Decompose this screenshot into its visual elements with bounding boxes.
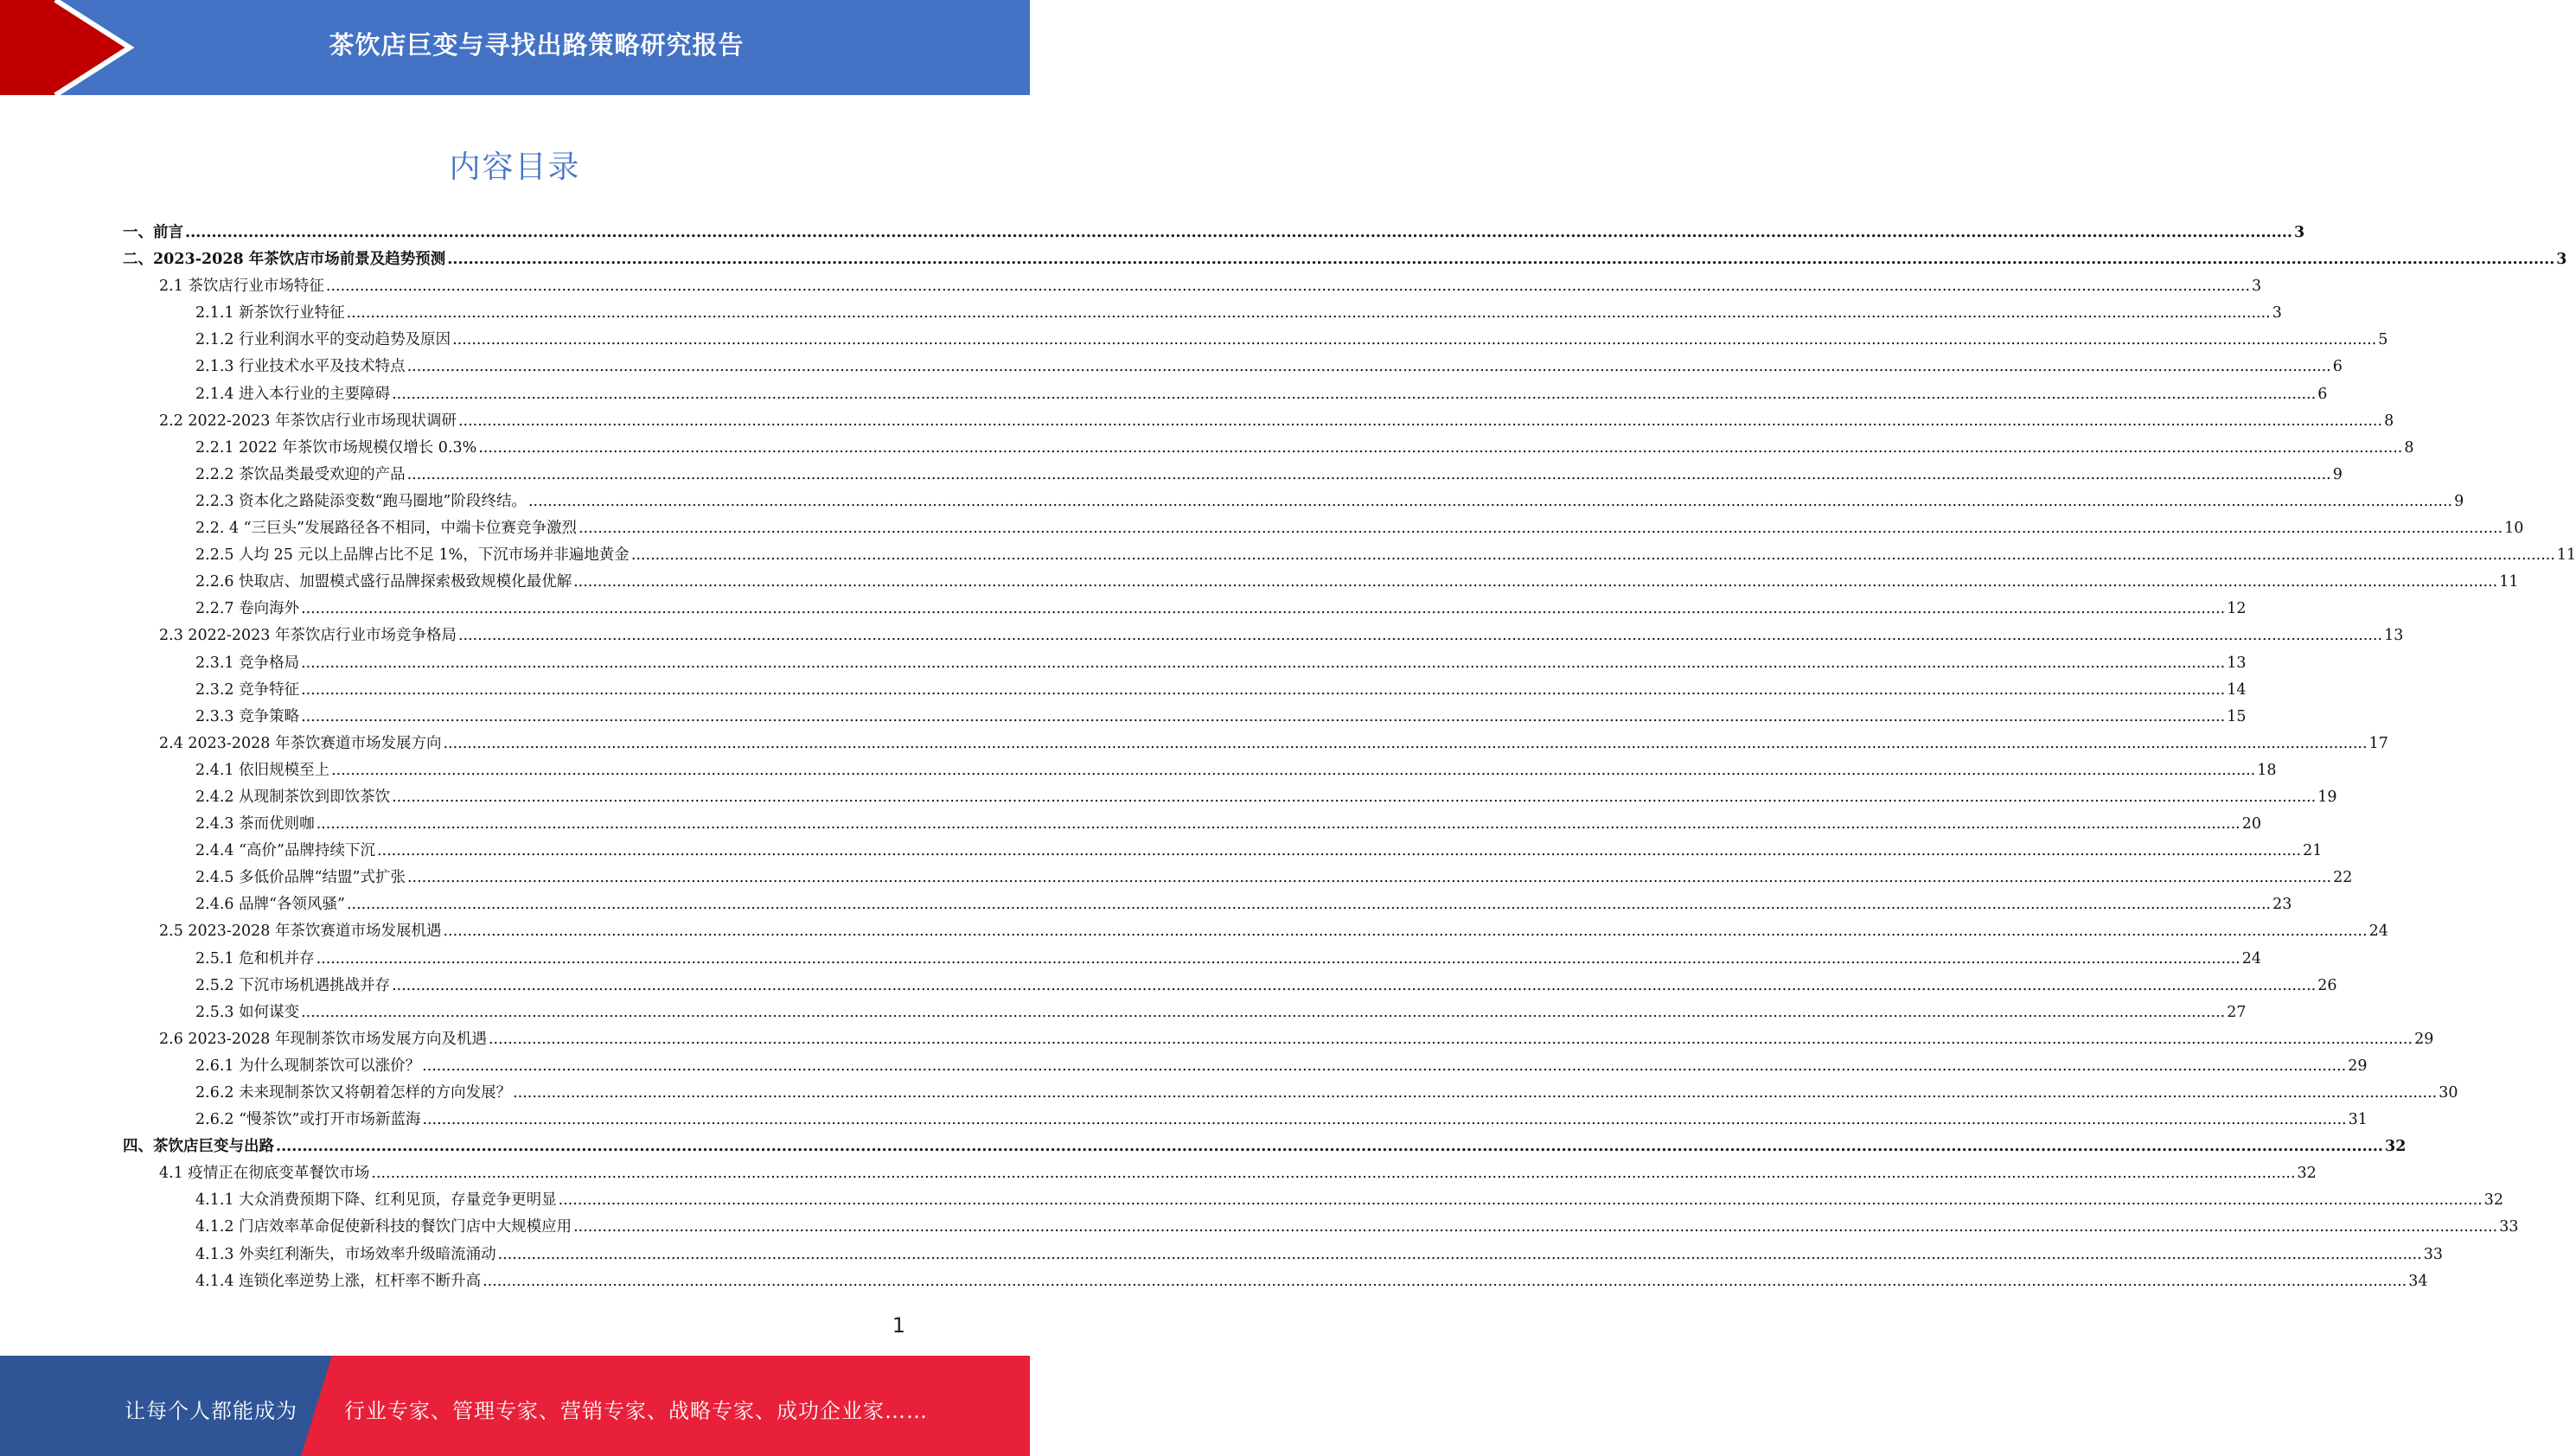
toc-entry-page: 26 bbox=[2317, 976, 2337, 994]
page-header bbox=[0, 0, 1030, 95]
toc-entry-label: 4.1 疫情正在彻底变革餐饮市场 bbox=[159, 1165, 370, 1183]
toc-entry-page: 18 bbox=[2257, 761, 2277, 779]
toc-leader-dots: ................................................................................................................................................................................................................................................................................................................................................................................................................ bbox=[346, 896, 2272, 914]
toc-entry[interactable] bbox=[123, 918, 2388, 945]
toc-entry-label: 2.5.2 下沉市场机遇挑战并存 bbox=[195, 976, 391, 994]
toc-entry-page: 29 bbox=[2348, 1057, 2368, 1075]
toc-entry[interactable] bbox=[123, 273, 2262, 300]
toc-entry-page: 31 bbox=[2348, 1111, 2368, 1129]
toc-entry-label: 2.4.1 依旧规模至上 bbox=[195, 761, 330, 779]
toc-leader-dots: ................................................................................................................................................................................................................................................................................................................................................................................................................ bbox=[392, 385, 2317, 403]
toc-entry-label: 2.2.7 卷向海外 bbox=[195, 600, 300, 618]
toc-entry-page: 3 bbox=[2252, 278, 2262, 296]
toc-entry-label: 2.1.1 新茶饮行业特征 bbox=[195, 304, 345, 322]
toc-entry-label: 2.1 茶饮店行业市场特征 bbox=[159, 278, 324, 296]
footer-roles: 行业专家、管理专家、营销专家、战略专家、成功企业家…… bbox=[344, 1399, 928, 1423]
toc-entry-label: 2.3 2022-2023 年茶饮店行业市场竞争格局 bbox=[159, 627, 457, 645]
toc-entry-page: 23 bbox=[2272, 896, 2292, 914]
toc-entry-label: 2.1.2 行业利润水平的变动趋势及原因 bbox=[195, 331, 451, 349]
toc-entry[interactable] bbox=[123, 891, 2292, 918]
toc-leader-dots: ................................................................................................................................................................................................................................................................................................................................................................................................................ bbox=[443, 734, 2368, 752]
toc-entry-label: 2.3.2 竞争特征 bbox=[195, 680, 300, 699]
toc-entry-label: 4.1.3 外卖红利渐失，市场效率升级暗流涌动 bbox=[195, 1245, 496, 1263]
toc-entry-page: 14 bbox=[2227, 680, 2247, 699]
toc-entry-label: 2.4 2023-2028 年茶饮赛道市场发展方向 bbox=[159, 734, 442, 752]
footer-slogan: 让每个人都能成为 bbox=[125, 1399, 297, 1423]
toc-entry-label: 2.6.2 “慢茶饮”或打开市场新蓝海 bbox=[195, 1111, 421, 1129]
toc-entry-page: 30 bbox=[2439, 1084, 2458, 1102]
toc-entry-page: 27 bbox=[2227, 1003, 2247, 1021]
toc-leader-dots: ................................................................................................................................................................................................................................................................................................................................................................................................................ bbox=[630, 546, 2555, 565]
toc-entry[interactable] bbox=[123, 784, 2337, 811]
toc-entry[interactable] bbox=[123, 327, 2388, 354]
toc-entry-label: 一、前言 bbox=[123, 224, 183, 241]
toc-entry-label: 2.5.1 危和机并存 bbox=[195, 949, 315, 967]
toc-entry-page: 32 bbox=[2297, 1165, 2317, 1183]
toc-entry[interactable] bbox=[123, 1268, 2428, 1295]
toc-entry[interactable] bbox=[123, 1214, 2519, 1241]
toc-entry[interactable] bbox=[123, 865, 2353, 891]
toc-entry-page: 24 bbox=[2368, 923, 2388, 941]
toc-entry[interactable] bbox=[123, 811, 2261, 838]
table-of-contents bbox=[123, 220, 2576, 1295]
toc-leader-dots: ................................................................................................................................................................................................................................................................................................................................................................................................................ bbox=[422, 1057, 2347, 1075]
toc-entry-page: 21 bbox=[2303, 842, 2323, 860]
toc-entry[interactable] bbox=[123, 435, 2414, 462]
toc-leader-dots: ................................................................................................................................................................................................................................................................................................................................................................................................................ bbox=[573, 1218, 2498, 1236]
toc-entry-label: 2.6 2023-2028 年现制茶饮市场发展方向及机遇 bbox=[159, 1030, 487, 1048]
toc-entry-page: 33 bbox=[2423, 1245, 2443, 1263]
toc-leader-dots: ................................................................................................................................................................................................................................................................................................................................................................................................................ bbox=[447, 251, 2555, 269]
toc-leader-dots: ................................................................................................................................................................................................................................................................................................................................................................................................................ bbox=[301, 600, 2226, 618]
toc-entry[interactable] bbox=[123, 1080, 2458, 1107]
toc-entry-page: 11 bbox=[2556, 546, 2576, 565]
toc-entry-page: 3 bbox=[2556, 251, 2567, 269]
toc-entry-label: 2.4.4 “高价”品牌持续下沉 bbox=[195, 842, 375, 860]
toc-entry-page: 8 bbox=[2404, 438, 2414, 457]
toc-entry-label: 2.1.4 进入本行业的主要障碍 bbox=[195, 385, 391, 403]
toc-leader-dots: ................................................................................................................................................................................................................................................................................................................................................................................................................ bbox=[301, 654, 2226, 672]
toc-leader-dots: ................................................................................................................................................................................................................................................................................................................................................................................................................ bbox=[185, 224, 2293, 241]
toc-entry[interactable] bbox=[123, 731, 2388, 757]
toc-entry[interactable] bbox=[123, 973, 2337, 999]
toc-leader-dots: ................................................................................................................................................................................................................................................................................................................................................................................................................ bbox=[376, 842, 2302, 860]
toc-entry[interactable] bbox=[123, 677, 2247, 704]
toc-entry-page: 9 bbox=[2332, 465, 2343, 483]
toc-leader-dots: ................................................................................................................................................................................................................................................................................................................................................................................................................ bbox=[406, 465, 2331, 483]
toc-entry-page: 15 bbox=[2227, 707, 2247, 725]
toc-heading: 内容目录 bbox=[449, 150, 581, 185]
toc-entry[interactable] bbox=[123, 246, 2567, 273]
toc-entry[interactable] bbox=[123, 650, 2247, 677]
toc-entry-label: 4.1.2 门店效率革命促使新科技的餐饮门店中大规模应用 bbox=[195, 1218, 572, 1236]
header-arrow-shape bbox=[0, 0, 138, 95]
toc-entry-label: 2.2.2 茶饮品类最受欢迎的产品 bbox=[195, 465, 406, 483]
toc-entry[interactable] bbox=[123, 1053, 2368, 1080]
toc-entry-page: 13 bbox=[2384, 627, 2404, 645]
toc-entry[interactable] bbox=[123, 757, 2277, 784]
toc-entry[interactable] bbox=[123, 354, 2343, 380]
toc-leader-dots: ................................................................................................................................................................................................................................................................................................................................................................................................................ bbox=[325, 278, 2251, 296]
toc-entry[interactable] bbox=[123, 838, 2323, 865]
toc-leader-dots: ................................................................................................................................................................................................................................................................................................................................................................................................................ bbox=[457, 627, 2383, 645]
toc-entry-page: 29 bbox=[2414, 1030, 2434, 1048]
page-number: 1 bbox=[892, 1313, 905, 1338]
toc-entry[interactable] bbox=[123, 300, 2282, 327]
toc-leader-dots: ................................................................................................................................................................................................................................................................................................................................................................................................................ bbox=[346, 304, 2271, 322]
toc-entry-label: 2.2.3 资本化之路陡添变数“跑马圈地”阶段终结。 bbox=[195, 492, 527, 510]
toc-entry-label: 二、2023-2028 年茶饮店市场前景及趋势预测 bbox=[123, 251, 446, 269]
toc-entry[interactable] bbox=[123, 462, 2343, 489]
toc-leader-dots: ................................................................................................................................................................................................................................................................................................................................................................................................................ bbox=[578, 520, 2503, 538]
toc-entry-label: 4.1.1 大众消费预期下降、红利见顶，存量竞争更明显 bbox=[195, 1191, 557, 1210]
toc-leader-dots: ................................................................................................................................................................................................................................................................................................................................................................................................................ bbox=[483, 1272, 2407, 1290]
toc-leader-dots: ................................................................................................................................................................................................................................................................................................................................................................................................................ bbox=[422, 1111, 2347, 1129]
toc-leader-dots: ................................................................................................................................................................................................................................................................................................................................................................................................................ bbox=[573, 573, 2498, 591]
toc-entry-page: 8 bbox=[2384, 412, 2394, 430]
page-footer bbox=[0, 1356, 1030, 1456]
toc-entry[interactable] bbox=[123, 542, 2576, 569]
toc-entry-label: 2.2.1 2022 年茶饮市场规模仅增长 0.3% bbox=[195, 438, 477, 457]
toc-entry-page: 10 bbox=[2504, 520, 2524, 538]
toc-entry-page: 12 bbox=[2227, 600, 2247, 618]
toc-leader-dots: ................................................................................................................................................................................................................................................................................................................................................................................................................ bbox=[276, 1138, 2384, 1156]
toc-entry-page: 32 bbox=[2483, 1191, 2503, 1210]
toc-entry[interactable] bbox=[123, 381, 2328, 408]
toc-entry-label: 2.2.6 快取店、加盟模式盛行品牌探索极致规模化最优解 bbox=[195, 573, 572, 591]
toc-leader-dots: ................................................................................................................................................................................................................................................................................................................................................................................................................ bbox=[452, 331, 2377, 349]
toc-leader-dots: ................................................................................................................................................................................................................................................................................................................................................................................................................ bbox=[316, 949, 2240, 967]
toc-entry-label: 2.6.2 未来现制茶饮又将朝着怎样的方向发展？ bbox=[195, 1084, 512, 1102]
toc-entry-label: 2.5 2023-2028 年茶饮赛道市场发展机遇 bbox=[159, 923, 442, 941]
toc-entry-page: 13 bbox=[2227, 654, 2247, 672]
toc-leader-dots: ................................................................................................................................................................................................................................................................................................................................................................................................................ bbox=[488, 1030, 2413, 1048]
toc-leader-dots: ................................................................................................................................................................................................................................................................................................................................................................................................................ bbox=[406, 869, 2332, 887]
toc-leader-dots: ................................................................................................................................................................................................................................................................................................................................................................................................................ bbox=[301, 680, 2226, 699]
toc-entry[interactable] bbox=[123, 515, 2524, 542]
toc-entry-label: 2.6.1 为什么现制茶饮可以涨价？ bbox=[195, 1057, 421, 1075]
toc-entry[interactable] bbox=[123, 623, 2404, 649]
toc-entry[interactable] bbox=[123, 1160, 2317, 1187]
toc-leader-dots: ................................................................................................................................................................................................................................................................................................................................................................................................................ bbox=[301, 707, 2226, 725]
toc-leader-dots: ................................................................................................................................................................................................................................................................................................................................................................................................................ bbox=[371, 1165, 2296, 1183]
toc-leader-dots: ................................................................................................................................................................................................................................................................................................................................................................................................................ bbox=[457, 412, 2383, 430]
toc-entry-page: 11 bbox=[2499, 573, 2519, 591]
toc-entry-label: 2.4.3 茶而优则咖 bbox=[195, 815, 315, 833]
toc-entry[interactable] bbox=[123, 489, 2464, 515]
toc-entry-label: 2.1.3 行业技术水平及技术特点 bbox=[195, 358, 406, 376]
toc-leader-dots: ................................................................................................................................................................................................................................................................................................................................................................................................................ bbox=[478, 438, 2403, 457]
toc-entry-label: 2.2 2022-2023 年茶饮店行业市场现状调研 bbox=[159, 412, 457, 430]
toc-entry-label: 2.4.2 从现制茶饮到即饮茶饮 bbox=[195, 788, 391, 806]
toc-entry[interactable] bbox=[123, 1134, 2407, 1160]
toc-entry-page: 17 bbox=[2368, 734, 2388, 752]
toc-entry[interactable] bbox=[123, 569, 2519, 596]
toc-leader-dots: ................................................................................................................................................................................................................................................................................................................................................................................................................ bbox=[301, 1003, 2226, 1021]
toc-entry-page: 34 bbox=[2408, 1272, 2428, 1290]
toc-entry-page: 20 bbox=[2241, 815, 2261, 833]
toc-leader-dots: ................................................................................................................................................................................................................................................................................................................................................................................................................ bbox=[316, 815, 2240, 833]
toc-leader-dots: ................................................................................................................................................................................................................................................................................................................................................................................................................ bbox=[527, 492, 2453, 510]
toc-entry[interactable] bbox=[123, 220, 2305, 246]
toc-entry[interactable] bbox=[123, 946, 2261, 973]
toc-entry-label: 四、茶饮店巨变与出路 bbox=[123, 1138, 274, 1156]
toc-entry-label: 2.4.6 品牌“各领风骚” bbox=[195, 896, 345, 914]
toc-entry-label: 2.2.5 人均 25 元以上品牌占比不足 1%，下沉市场并非遍地黄金 bbox=[195, 546, 630, 565]
toc-entry[interactable] bbox=[123, 1026, 2434, 1053]
toc-entry-page: 32 bbox=[2385, 1138, 2407, 1156]
toc-entry-label: 2.3.3 竞争策略 bbox=[195, 707, 300, 725]
toc-leader-dots: ................................................................................................................................................................................................................................................................................................................................................................................................................ bbox=[392, 788, 2317, 806]
toc-entry-page: 5 bbox=[2378, 331, 2388, 349]
toc-entry-page: 3 bbox=[2272, 304, 2282, 322]
toc-leader-dots: ................................................................................................................................................................................................................................................................................................................................................................................................................ bbox=[392, 976, 2317, 994]
toc-entry[interactable] bbox=[123, 999, 2247, 1026]
toc-entry-page: 33 bbox=[2499, 1218, 2519, 1236]
toc-leader-dots: ................................................................................................................................................................................................................................................................................................................................................................................................................ bbox=[443, 923, 2368, 941]
toc-entry-page: 6 bbox=[2317, 385, 2328, 403]
toc-leader-dots: ................................................................................................................................................................................................................................................................................................................................................................................................................ bbox=[497, 1245, 2422, 1263]
toc-leader-dots: ................................................................................................................................................................................................................................................................................................................................................................................................................ bbox=[406, 358, 2331, 376]
toc-entry-label: 4.1.4 连锁化率逆势上涨，杠杆率不断升高 bbox=[195, 1272, 482, 1290]
toc-entry-page: 22 bbox=[2333, 869, 2353, 887]
toc-entry-page: 9 bbox=[2454, 492, 2464, 510]
toc-leader-dots: ................................................................................................................................................................................................................................................................................................................................................................................................................ bbox=[513, 1084, 2438, 1102]
report-title: 茶饮店巨变与寻找出路策略研究报告 bbox=[329, 30, 745, 60]
toc-entry-page: 24 bbox=[2241, 949, 2261, 967]
toc-entry-label: 2.5.3 如何谋变 bbox=[195, 1003, 300, 1021]
toc-entry-label: 2.3.1 竞争格局 bbox=[195, 654, 300, 672]
toc-leader-dots: ................................................................................................................................................................................................................................................................................................................................................................................................................ bbox=[558, 1191, 2483, 1210]
toc-entry[interactable] bbox=[123, 596, 2247, 623]
toc-entry-label: 2.4.5 多低价品牌“结盟”式扩张 bbox=[195, 869, 406, 887]
toc-entry[interactable] bbox=[123, 1187, 2503, 1214]
toc-entry-page: 19 bbox=[2317, 788, 2337, 806]
toc-entry-label: 2.2. 4 “三巨头”发展路径各不相同，中端卡位赛竞争激烈 bbox=[195, 520, 578, 538]
toc-entry[interactable] bbox=[123, 408, 2394, 435]
toc-entry-page: 3 bbox=[2294, 224, 2305, 241]
toc-entry-page: 6 bbox=[2332, 358, 2343, 376]
toc-entry[interactable] bbox=[123, 704, 2247, 731]
toc-leader-dots: ................................................................................................................................................................................................................................................................................................................................................................................................................ bbox=[331, 761, 2256, 779]
toc-entry[interactable] bbox=[123, 1107, 2368, 1134]
toc-entry[interactable] bbox=[123, 1242, 2443, 1268]
